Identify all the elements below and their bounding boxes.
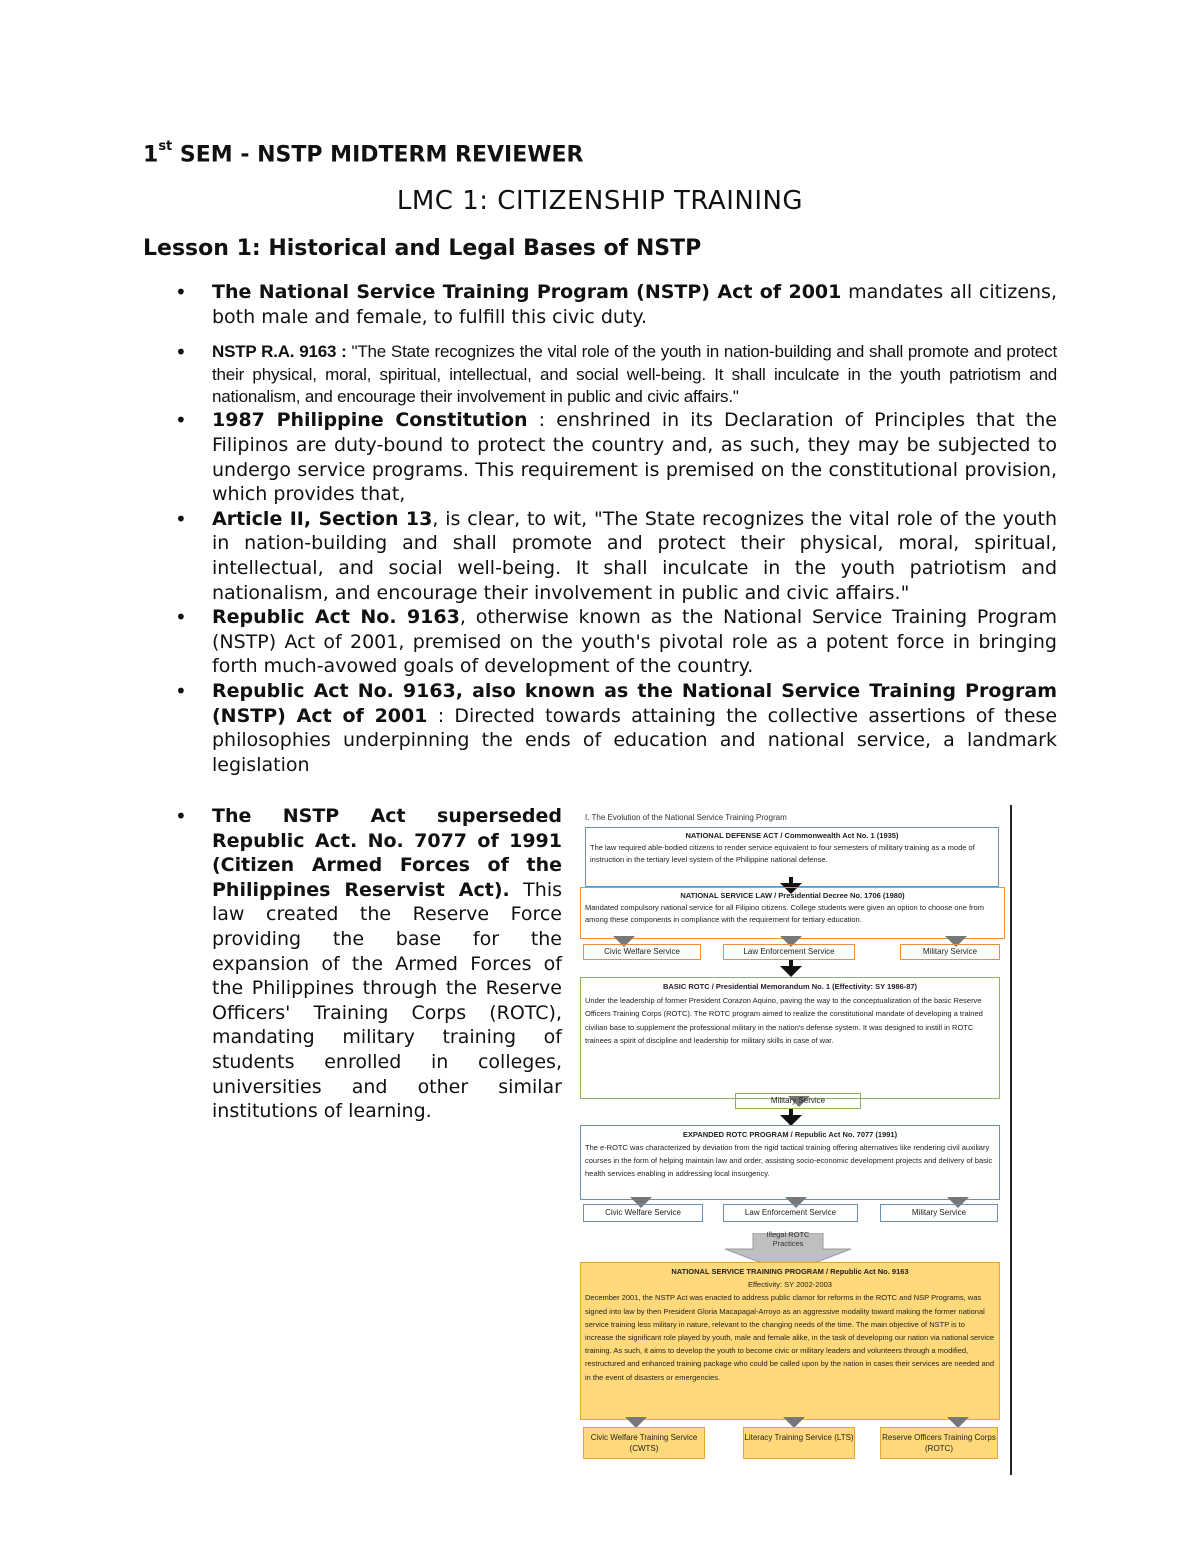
item-text: : Directed towards attaining the collective assertions of these philosophies underpinning the ends of education and national service, a landmark legislation <box>212 704 1058 776</box>
military-service-box: Military Service <box>900 944 1000 960</box>
box-text: The e-ROTC was characterized by deviation from the rigid tactical training offering alternatives like rendering civil auxiliary courses in the form of helping maintain law and order, assisting socio-economic development projects and delivery of basic health services enabling in addressing local insurgency. <box>585 1143 993 1178</box>
down-arrow <box>780 966 802 977</box>
item-bold: NSTP R.A. 9163 : <box>212 342 347 362</box>
list-item <box>175 679 1057 777</box>
bullet-list <box>175 280 1057 777</box>
item-text: , is clear, to wit, "The State recognizes the vital role of the youth in nation-building and shall promote and protect their physical, moral, spiritual, intellectual, and social well-being. It shall inculcate in the youth patriotism and nationalism, and encourage their involvement in public and civic affairs." <box>212 507 1057 604</box>
item-bold: Republic Act No. 9163, also known as the National Service Training Program (NSTP) Act of 2001 <box>212 679 1057 727</box>
sem-heading-text: SEM - NSTP MIDTERM REVIEWER <box>172 142 584 168</box>
cwts-box: Civic Welfare Training Service (CWTS) <box>583 1427 705 1459</box>
civic-welfare-service-box: Civic Welfare Service <box>583 944 701 960</box>
national-service-law-box <box>580 887 1005 939</box>
item-bold: The National Service Training Program (NSTP) Act of 2001 <box>212 281 842 303</box>
law-enforcement-service-box: Law Enforcement Service <box>723 944 855 960</box>
list-item <box>175 408 1057 506</box>
list-item <box>175 280 1057 329</box>
box-title: BASIC ROTC / Presidential Memorandum No. 1 (Effectivity: SY 1986-87) <box>662 982 918 991</box>
item-text: mandates all citizens, both male and female, to fulfill this civic duty. <box>212 281 1057 328</box>
sem-number: 1 <box>143 142 159 168</box>
item-bold: 1987 Philippine Constitution <box>212 409 528 432</box>
expanded-rotc-box <box>580 1125 1000 1200</box>
item-text: , otherwise known as the National Service Training Program (NSTP) Act of 2001, premised on the youth's pivotal role as a potent force in bringing forth much-avowed goals of development of the country. <box>212 606 1057 678</box>
diagram-caption: I. The Evolution of the National Service Training Program <box>585 813 787 822</box>
item-text: This law created the Reserve Force providing the base for the expansion of the Armed Forces of the Philippines through the Reserve Officers' Training Corps (ROTC), mandating military training of students enrolled in colleges, universities and other similar institutions of learning. <box>212 878 562 1123</box>
illegal-rotc-label: Illegal ROTC Practices <box>766 1230 810 1248</box>
box-text: Under the leadership of former President Corazon Aquino, paving the way to the conceptualization of the basic Reserve Officers Training Corps (ROTC). The ROTC program aimed to realize the constitutional mandate of developing a trained civilian base to supplement the professional military in the nation's defense system. It was designed to instill in ROTC trainees a spirit of discipline and leadership for military skills in case of war. <box>585 995 983 1045</box>
list-item <box>175 605 1057 679</box>
reviewer-heading <box>143 139 584 168</box>
lmc-title: LMC 1: CITIZENSHIP TRAINING <box>396 186 804 216</box>
item-bold: Article II, Section 13 <box>212 507 433 530</box>
box-title: NATIONAL SERVICE TRAINING PROGRAM / Republic Act No. 9163 <box>671 1267 909 1276</box>
box-text: The law required able-bodied citizens to render service equivalent to four semesters of military training as a mode of instruction in the tertiary level system of the Philippine national defense. <box>590 843 975 864</box>
list-item <box>175 341 1057 408</box>
item-bold: Republic Act No. 9163 <box>212 606 460 629</box>
sem-ordinal: st <box>158 139 173 154</box>
item-bold: The NSTP Act superseded Republic Act. No. 7077 of 1991 (Citizen Armed Forces of the Philippines Reservist Act). <box>212 805 562 901</box>
item-text: : enshrined in its Declaration of Principles that the Filipinos are duty-bound to protect the country and, as such, they may be subjected to undergo service programs. This requirement is premised on the constitutional provision, which provides that, <box>212 409 1057 506</box>
bullet-list-narrow <box>175 804 562 1124</box>
box-text: Mandated compulsory national service for all Filipino citizens. College students were given an option to choose one from among these components in compliance with the requirement for tertiary education. <box>585 903 984 924</box>
box-title: NATIONAL SERVICE LAW / Presidential Decree No. 1706 (1980) <box>680 891 905 900</box>
lesson-title: Lesson 1: Historical and Legal Bases of NSTP <box>143 236 702 261</box>
lts-box: Literacy Training Service (LTS) <box>743 1427 855 1459</box>
rotc-box: Reserve Officers Training Corps (ROTC) <box>880 1427 998 1459</box>
item-text: "The State recognizes the vital role of the youth in nation-building and shall promote and protect their physical, moral, spiritual, intellectual, and social well-being. It shall inculcate in the youth patriotism and nationalism, and encourage their involvement in public and civic affairs." <box>212 342 1058 406</box>
nstp-evolution-diagram <box>575 805 1015 1475</box>
box-title: NATIONAL DEFENSE ACT / Commonwealth Act No. 1 (1935) <box>685 831 899 840</box>
military-service-box: Military Service <box>735 1093 861 1109</box>
list-item <box>175 507 1057 605</box>
box-title: EXPANDED ROTC PROGRAM / Republic Act No. 7077 (1991) <box>682 1130 898 1139</box>
law-enforcement-service-box: Law Enforcement Service <box>723 1204 858 1222</box>
box-text: December 2001, the NSTP Act was enacted to address public clamor for reforms in the ROTC and NSP Programs, was signed into law by then President Gloria Macapagal-Arroyo as an aggressive modality toward making the former national service training less military in nature, relevant to the changing needs of the time. The main objective of NSTP is to increase the significant role played by youth, male and female alike, in the task of developing our nation via national service training. As such, it aims to develop the youth to become civic or military leaders and volunteers through a modified, restructured and enhanced training package who could be called upon by the nation in cases their services are needed and in the event of disasters or emergencies. <box>585 1293 995 1382</box>
list-item <box>175 804 562 1124</box>
military-service-box: Military Service <box>880 1204 998 1222</box>
civic-welfare-service-box: Civic Welfare Service <box>583 1204 703 1222</box>
diagram-border-line <box>1010 805 1012 1475</box>
box-subtitle: Effectivity: SY 2002-2003 <box>748 1280 832 1290</box>
nstp-box <box>580 1262 1000 1420</box>
basic-rotc-box <box>580 977 1000 1099</box>
